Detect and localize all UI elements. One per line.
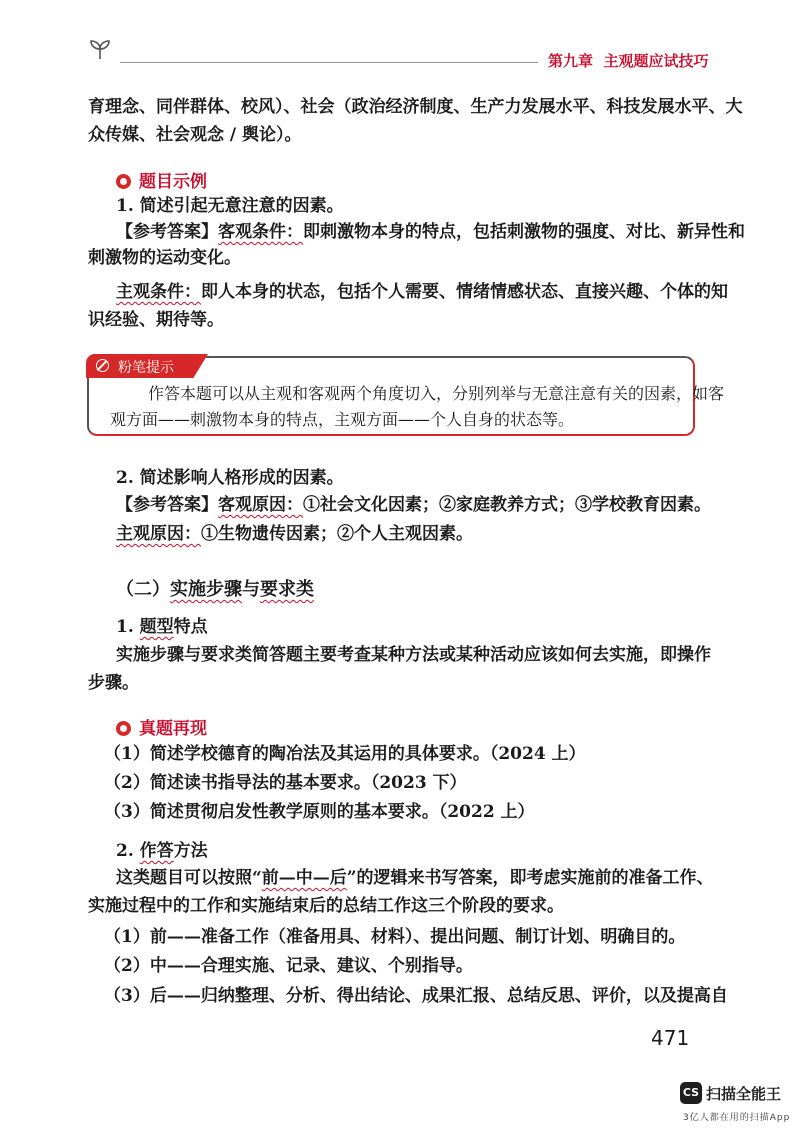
body-text: 这类题目可以按照“	[116, 868, 262, 888]
method-step: （3）后——归纳整理、分析、得出结论、成果汇报、总结反思、评价，以及提高自	[104, 986, 728, 1006]
chapter-title: 主观题应试技巧	[603, 52, 709, 70]
answer-text: ①生物遗传因素；②个人主观因素。	[201, 524, 473, 544]
section-number: （二）	[116, 579, 170, 600]
section-title	[116, 577, 314, 603]
chalk-icon	[96, 359, 109, 372]
chalk-tip-line: 观方面——刺激物本身的特点，主观方面——个人自身的状态等。	[110, 410, 575, 429]
subsection-number: 1.	[116, 617, 140, 637]
answer-1-line	[116, 279, 728, 305]
term-subjective: 主观条件：	[116, 282, 201, 302]
chalk-tip-line: 作答本题可以从主观和客观两个角度切入，分别列举与无意注意有关的因素，如客	[148, 384, 725, 403]
bullet-icon	[116, 174, 131, 189]
answer-1-line: 识经验、期待等。	[88, 310, 224, 330]
subsection-title-part: 方法	[173, 841, 208, 861]
section-title-part: 要求类	[260, 579, 314, 600]
example-heading-text: 题目示例	[139, 172, 207, 192]
method-step: （2）中——合理实施、记录、建议、个别指导。	[104, 956, 473, 976]
answer-text: ①社会文化因素；②家庭教养方式；③学校教育因素。	[303, 495, 711, 515]
method-step: （1）前——准备工作（准备用具、材料）、提出问题、制订计划、明确目的。	[104, 927, 686, 947]
chalk-tip-label: 粉笔提示	[118, 360, 174, 376]
body-line: 众传媒、社会观念 / 舆论）。	[88, 125, 302, 145]
section-title-part: 实施步骤	[170, 579, 242, 600]
term-subjective-cause: 主观原因：	[116, 524, 201, 544]
chapter-number: 第九章	[548, 52, 594, 70]
answer-2-line	[116, 521, 473, 547]
subsection-title-part: 作答	[139, 841, 174, 861]
body-line: 实施过程中的工作和实施结束后的总结工作这三个阶段的要求。	[88, 896, 564, 916]
real-exam-heading-text: 真题再现	[139, 719, 207, 739]
subsection-title-part: 题型	[139, 617, 174, 637]
question-1: 1. 简述引起无意注意的因素。	[116, 196, 344, 216]
sprout-icon	[88, 38, 112, 60]
real-exam-heading	[116, 714, 207, 739]
scanner-brand: 扫描全能王	[706, 1085, 782, 1103]
question-2: 2. 简述影响人格形成的因素。	[116, 468, 344, 488]
body-line: 育理念、同伴群体、校风）、社会（政治经济制度、生产力发展水平、科技发展水平、大	[88, 97, 743, 117]
exam-question: （1）简述学校德育的陶冶法及其运用的具体要求。（2024 上）	[104, 744, 586, 764]
body-line	[116, 865, 714, 891]
answer-2-line	[116, 492, 711, 518]
header-rule	[120, 62, 538, 63]
body-line: 实施步骤与要求类简答题主要考查某种方法或某种活动应该如何去实施，即操作	[116, 645, 711, 665]
answer-1-line: 刺激物的运动变化。	[88, 248, 241, 268]
section-title-part: 与	[242, 579, 260, 600]
term-objective-cause: 客观原因：	[218, 495, 303, 515]
term-objective: 客观条件：	[218, 222, 303, 242]
example-heading	[116, 167, 207, 192]
body-line: 步骤。	[88, 673, 139, 693]
subsection-number: 2.	[116, 841, 140, 861]
answer-1-line	[116, 219, 745, 245]
body-text: ”的逻辑来书写答案，即考虑实施前的准备工作、	[346, 868, 714, 888]
subsection-title	[116, 614, 208, 640]
answer-tag: 【参考答案】	[116, 222, 218, 242]
key-phrase: 前—中—后	[261, 868, 347, 888]
chapter-header	[548, 50, 708, 71]
answer-text: 即刺激物本身的特点，包括刺激物的强度、对比、新异性和	[303, 222, 745, 242]
bullet-icon	[116, 721, 131, 736]
answer-text: 即人本身的状态，包括个人需要、情绪情感状态、直接兴趣、个体的知	[201, 282, 728, 302]
exam-question: （3）简述贯彻启发性教学原则的基本要求。（2022 上）	[104, 802, 535, 822]
scanner-tagline: 3亿人都在用的扫描App	[683, 1113, 791, 1123]
exam-question: （2）简述读书指导法的基本要求。（2023 下）	[104, 773, 467, 793]
page-number: 471	[651, 1026, 690, 1050]
answer-tag: 【参考答案】	[116, 495, 218, 515]
subsection-title	[116, 838, 208, 864]
scanner-logo-icon: CS	[680, 1082, 702, 1104]
subsection-title-part: 特点	[173, 617, 208, 637]
